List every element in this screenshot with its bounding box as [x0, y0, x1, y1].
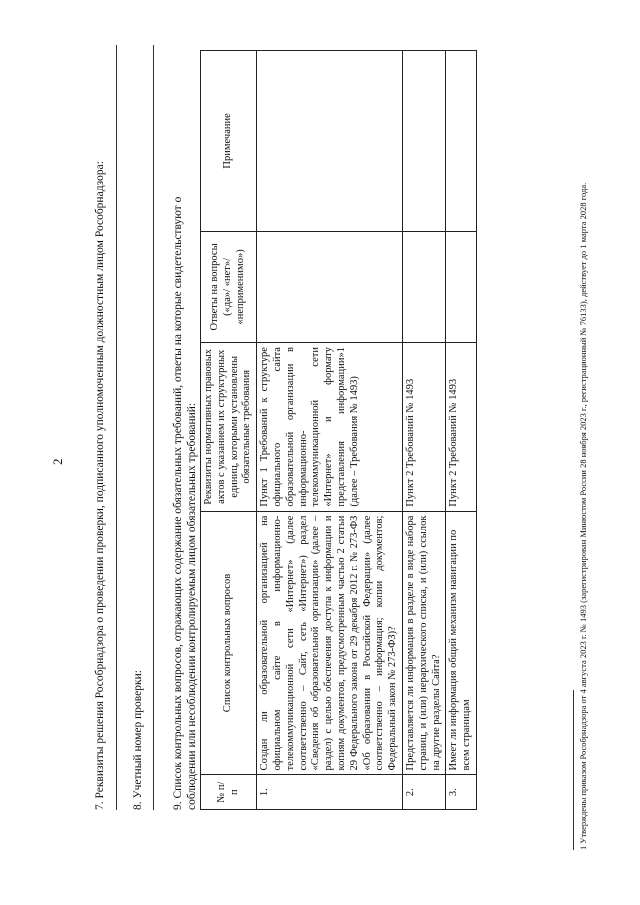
- item-7-decision-requisites: 7. Реквизиты решения Рособрнадзора о проведении проверки, подписанного уполномоченным должностным лицом Рособрнадзора:: [94, 161, 106, 810]
- row-answer[interactable]: [257, 231, 403, 342]
- header-num: № п/п: [201, 775, 257, 810]
- row-note[interactable]: [257, 51, 403, 232]
- table-row: [446, 51, 477, 810]
- header-requisites: Реквизиты нормативных правовых актов с указанием их структурных единиц, которыми установлены обязательные требования: [201, 343, 257, 512]
- fill-line: [116, 45, 117, 810]
- row-note[interactable]: [402, 51, 445, 232]
- header-note: Примечание: [201, 51, 257, 232]
- item-8-registration-number: 8. Учетный номер проверки:: [132, 670, 144, 810]
- header-questions: Список контрольных вопросов: [201, 511, 257, 775]
- footnote-separator: [573, 690, 574, 850]
- table-header-row: [201, 51, 257, 810]
- row-number: 2.: [402, 775, 445, 810]
- table-row: [257, 51, 403, 810]
- row-question: Создан ли образовательной организацией на официальном сайте в информационно-телекоммуникационной сети «Интернет» (далее соответственно – Сайт, сеть «Интернет») раздел «Сведения об образовательной организации» (далее – раздел) с целью обеспечения доступа к информации и копиям документов, предусмотренным частью 2 статьи 29 Федерального закона от 29 декабря 2012 г. № 273-ФЗ «Об образовании в Российской Федерации» (далее соответственно – информация; копии документов; Федеральный закон № 273-ФЗ)?: [257, 511, 403, 775]
- row-number: 1.: [257, 775, 403, 810]
- item-9-heading-line-1: 9. Список контрольных вопросов, отражающих содержание обязательных требований, ответы на которые свидетельствуют о: [172, 196, 184, 810]
- row-requisites: Пункт 2 Требований № 1493: [446, 343, 477, 512]
- row-requisites: Пункт 2 Требований № 1493: [402, 343, 445, 512]
- page-number: 2: [50, 458, 65, 465]
- checklist-table: [200, 50, 477, 810]
- row-note[interactable]: [446, 51, 477, 232]
- row-answer[interactable]: [446, 231, 477, 342]
- row-question: Имеет ли информация общий механизм навигации по всем страницам: [446, 511, 477, 775]
- header-answers: Ответы на вопросы («да»/ «нет»/ «неприменимо»): [201, 231, 257, 342]
- fill-line: [153, 45, 154, 810]
- table-row: [402, 51, 445, 810]
- item-9-heading-line-2: соблюдении или несоблюдении контролируемым лицом обязательных требований:: [186, 402, 198, 810]
- row-question: Представляется ли информация в разделе в виде набора страниц, и (или) иерархического списка, и (или) ссылок на другие разделы Сайта?: [402, 511, 445, 775]
- row-number: 3.: [446, 775, 477, 810]
- footnote: 1 Утверждены приказом Рособрнадзора от 4 августа 2023 г. № 1493 (зарегистрирован Минюстом России 28 ноября 2023 г., регистрационный № 76133), действует до 1 марта 2028 года.: [578, 182, 588, 850]
- row-requisites: Пункт 1 Требований к структуре официального сайта образовательной организации в информационно-телекоммуникационной сети «Интернет» и формату представления информации»1 (далее – Требования № 1493): [257, 343, 403, 512]
- row-answer[interactable]: [402, 231, 445, 342]
